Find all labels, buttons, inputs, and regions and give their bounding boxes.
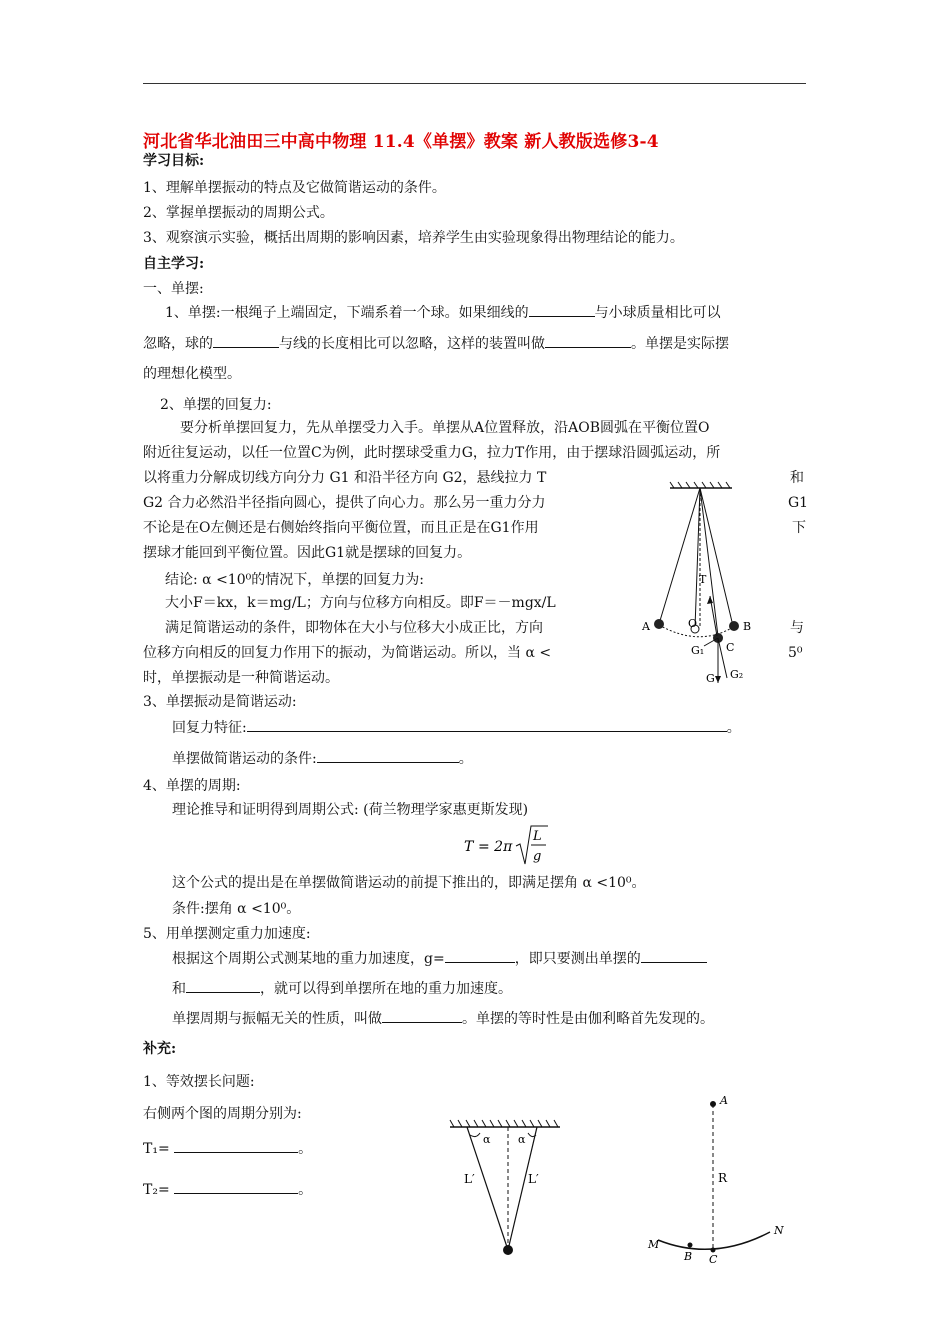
- blank-field: [174, 1179, 298, 1194]
- blank-field: [445, 948, 515, 963]
- label-n: N: [774, 1224, 784, 1237]
- label-c: C: [726, 641, 735, 654]
- label-g: G: [706, 672, 715, 685]
- paragraph-line: 位移方向相反的回复力作用下的振动，为简谐运动。所以，当 α <: [143, 645, 552, 661]
- label-r: R: [718, 1171, 728, 1185]
- svg-text:T: T: [464, 839, 474, 855]
- label-o: O: [688, 617, 698, 630]
- period-intro: 理论推导和证明得到周期公式: (荷兰物理学家惠更斯发现): [172, 802, 529, 818]
- objective-item: 1、理解单摆振动的特点及它做简谐运动的条件。: [143, 180, 446, 196]
- blank-field: [529, 302, 595, 317]
- section-5-heading: 5、用单摆测定重力加速度:: [143, 926, 311, 942]
- paragraph-line: 不论是在O左侧还是右侧始终指向平衡位置，而且正是在G1作用: [143, 520, 539, 536]
- objectives-heading: 学习目标:: [143, 153, 205, 169]
- objective-item: 3、观察演示实验，概括出周期的影响因素，培养学生由实验现象得出物理结论的能力。: [143, 230, 684, 246]
- label-m: M: [648, 1238, 660, 1251]
- paragraph-line: 要分析单摆回复力，先从单摆受力入手。单摆从A位置释放，沿AOB圆弧在平衡位置O: [180, 420, 710, 436]
- ball-b: [729, 621, 739, 631]
- blank-field: [174, 1138, 298, 1153]
- paragraph-line: 满足简谐运动的条件，即物体在大小与位移大小成正比，方向: [165, 620, 543, 636]
- restoring-force-heading: 2、单摆的回复力:: [160, 397, 272, 413]
- top-rule: [143, 83, 806, 84]
- blank-field: [317, 748, 459, 763]
- label-a: A: [642, 620, 650, 633]
- wrap-word: 下: [792, 520, 806, 536]
- restoring-feature-line: 回复力特征: 。: [172, 717, 741, 738]
- pendulum-definition-line1: 1、单摆:一根绳子上端固定，下端系着一个球。如果细线的 与小球质量相比可以: [165, 302, 721, 323]
- t1-answer-line: T₁= 。: [143, 1138, 312, 1159]
- blank-field: [382, 1008, 462, 1023]
- wrap-word: 和: [790, 470, 804, 486]
- label-g2: G₂: [730, 668, 744, 681]
- blank-field: [641, 948, 707, 963]
- blank-field: [213, 333, 279, 348]
- section-4-heading: 4、单摆的周期:: [143, 778, 241, 794]
- arc-track-diagram: [640, 1090, 800, 1265]
- label-l: L′: [464, 1172, 475, 1186]
- objective-item: 2、掌握单摆振动的周期公式。: [143, 205, 334, 221]
- svg-text:L: L: [533, 829, 542, 844]
- label-c: C: [709, 1253, 718, 1265]
- pendulum-force-diagram: [640, 478, 770, 688]
- gravity-line1: 根据这个周期公式测某地的重力加速度，g= ，即只要测出单摆的: [172, 948, 707, 969]
- label-l: L′: [528, 1172, 539, 1186]
- paragraph-line: 以将重力分解成切线方向分力 G1 和沿半径方向 G2，悬线拉力 T: [143, 470, 547, 486]
- wrap-word: 与: [790, 620, 804, 636]
- formula-line: 大小F＝kx，k＝mg/L；方向与位移方向相反。即F＝－mgx/L: [165, 595, 556, 611]
- label-g1: G₁: [691, 644, 705, 657]
- pendulum-definition-line2: 忽略，球的 与线的长度相比可以忽略，这样的装置叫做 。单摆是实际摆: [143, 333, 729, 354]
- label-alpha: α: [483, 1133, 491, 1146]
- blank-field: [545, 333, 631, 348]
- supplement-heading: 补充:: [143, 1041, 177, 1057]
- supplement-prompt: 右侧两个图的周期分别为:: [143, 1106, 302, 1122]
- pendulum-definition-line3: 的理想化模型。: [143, 366, 241, 382]
- blank-field: [186, 978, 260, 993]
- blank-field: [247, 717, 727, 732]
- wrap-word: G1: [788, 495, 809, 511]
- svg-text:g: g: [533, 849, 542, 864]
- bob: [503, 1245, 513, 1255]
- v-pendulum-diagram: [440, 1115, 570, 1260]
- shm-condition-line: 单摆做简谐运动的条件: 。: [172, 748, 473, 769]
- formula-note: 这个公式的提出是在单摆做简谐运动的前提下推出的，即满足摆角 α <10⁰。: [172, 875, 646, 891]
- page-title: 河北省华北油田三中高中物理 11.4《单摆》教案 新人教版选修3-4: [143, 132, 659, 152]
- paragraph-line: 附近往复运动，以任一位置C为例，此时摆球受重力G，拉力T作用，由于摆球沿圆弧运动，所: [143, 445, 721, 461]
- t2-answer-line: T₂= 。: [143, 1179, 312, 1200]
- label-b: B: [743, 620, 752, 633]
- ball-a: [654, 619, 664, 629]
- paragraph-line: 时，单摆振动是一种简谐运动。: [143, 670, 339, 686]
- label-t: T: [699, 573, 707, 586]
- formula-condition: 条件:摆角 α <10⁰。: [172, 901, 301, 917]
- label-alpha: α: [518, 1133, 526, 1146]
- label-a: A: [720, 1094, 728, 1107]
- paragraph-line: G2 合力必然沿半径指向圆心，提供了向心力。那么另一重力分力: [143, 495, 546, 511]
- wrap-word: 5⁰: [788, 645, 803, 661]
- self-study-heading: 自主学习:: [143, 256, 205, 272]
- paragraph-line: 摆球才能回到平衡位置。因此G1就是摆球的回复力。: [143, 545, 472, 561]
- label-b: B: [684, 1250, 693, 1263]
- section-3-heading: 3、单摆振动是简谐运动:: [143, 694, 297, 710]
- section-1-heading: 一、单摆:: [143, 281, 204, 297]
- conclusion-line: 结论: α <10⁰的情况下，单摆的回复力为:: [165, 572, 424, 588]
- period-formula: [460, 822, 560, 870]
- gravity-line2: 和 ，就可以得到单摆所在地的重力加速度。: [172, 978, 512, 999]
- isochronism-line: 单摆周期与振幅无关的性质，叫做 。单摆的等时性是由伽利略首先发现的。: [172, 1008, 714, 1029]
- supplement-item: 1、等效摆长问题:: [143, 1074, 255, 1090]
- svg-text:= 2π: = 2π: [478, 839, 513, 855]
